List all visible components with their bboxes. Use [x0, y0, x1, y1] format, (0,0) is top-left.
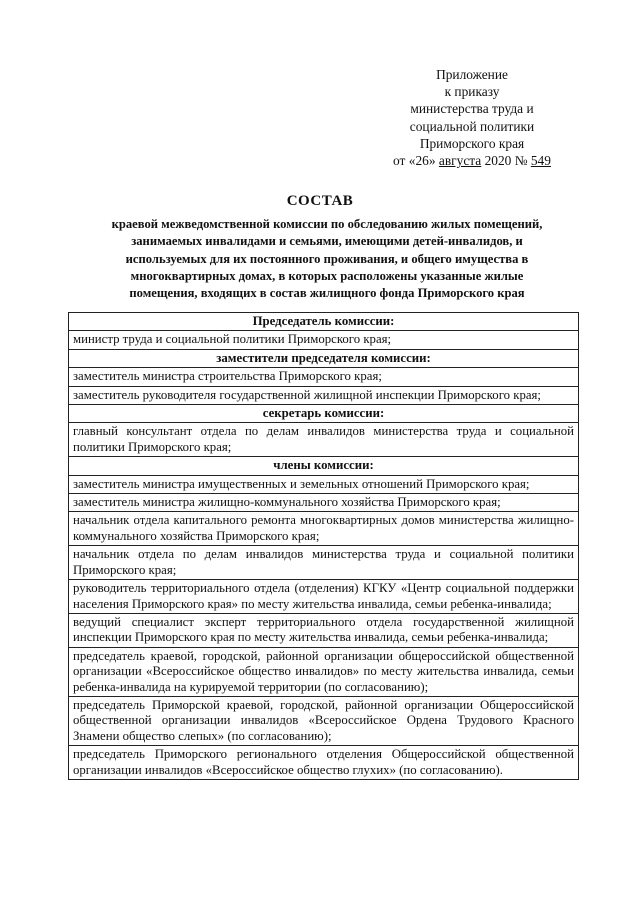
appendix-line: Приложение — [436, 67, 508, 82]
member-row — [69, 546, 579, 580]
order-date-prefix: от «26» — [393, 153, 439, 169]
member-row — [69, 331, 579, 349]
order-date-line — [372, 152, 572, 169]
member-row — [69, 494, 579, 512]
commission-table-body — [69, 313, 579, 780]
member-position: начальник отдела по делам инвалидов министерства труда и социальной политики Приморского края; — [69, 546, 579, 580]
appendix-line: социальной политики — [409, 118, 535, 134]
section-header-row — [69, 349, 579, 367]
member-row — [69, 423, 579, 457]
member-row — [69, 512, 579, 546]
member-position: начальник отдела капитального ремонта многоквартирных домов министерства жилищно-коммунального хозяйства Приморского края; — [69, 512, 579, 546]
section-header: заместители председателя комиссии: — [69, 349, 579, 367]
document-subtitle — [62, 216, 592, 302]
appendix-line: к приказу — [444, 84, 500, 100]
subtitle-line: многоквартирных домах, в которых расположены указанные жилые — [130, 268, 524, 283]
member-position: руководитель территориального отдела (отделения) КГКУ «Центр социальной поддержки населения Приморского края» по месту жительства инвалида, семьи ребенка-инвалида; — [69, 580, 579, 614]
member-position: председатель Приморской краевой, городской, районной организации Общероссийской общественной организации инвалидов «Всероссийское Ордена Трудового Красного Знамени общество слепых» (по согласованию); — [69, 696, 579, 745]
member-position: председатель краевой, городской, районной организации общероссийской общественной организации «Всероссийское общество инвалидов» по месту жительства инвалида, семьи ребенка-инвалида на курируемой территории (по согласованию); — [69, 647, 579, 696]
order-number: 549 — [530, 153, 551, 169]
appendix-block — [372, 66, 572, 169]
section-header: секретарь комиссии: — [69, 405, 579, 423]
subtitle-line: занимаемых инвалидами и семьями, имеющими детей-инвалидов, и — [131, 234, 523, 249]
member-position: заместитель министра строительства Приморского края; — [69, 368, 579, 386]
subtitle-line: краевой межведомственной комиссии по обследованию жилых помещений, — [111, 217, 543, 231]
commission-table — [68, 312, 579, 780]
appendix-line: Приморского края — [419, 135, 525, 151]
order-date-month: августа — [438, 153, 482, 169]
section-header: Председатель комиссии: — [69, 313, 579, 331]
member-position: министр труда и социальной политики Приморского края; — [69, 331, 579, 349]
member-position: заместитель министра имущественных и земельных отношений Приморского края; — [69, 475, 579, 493]
section-header-row — [69, 313, 579, 331]
member-position: председатель Приморского регионального отделения Общероссийской общественной организации инвалидов «Всероссийское общество глухих» (по согласованию). — [69, 746, 579, 780]
section-header: члены комиссии: — [69, 457, 579, 475]
document-title: СОСТАВ — [286, 193, 354, 209]
member-row — [69, 746, 579, 780]
subtitle-line: используемых для их постоянного проживания, и общего имущества в — [125, 251, 529, 266]
member-row — [69, 580, 579, 614]
member-row — [69, 696, 579, 745]
member-position: заместитель министра жилищно-коммунального хозяйства Приморского края; — [69, 494, 579, 512]
section-header-row — [69, 405, 579, 423]
member-row — [69, 368, 579, 386]
member-position: главный консультант отдела по делам инвалидов министерства труда и социальной политики Приморского края; — [69, 423, 579, 457]
section-header-row — [69, 457, 579, 475]
subtitle-line: помещения, входящих в состав жилищного фонда Приморского края — [129, 286, 525, 301]
member-row — [69, 647, 579, 696]
member-position: заместитель руководителя государственной жилищной инспекции Приморского края; — [69, 386, 579, 404]
member-row — [69, 386, 579, 404]
order-date-year: 2020 № — [481, 153, 531, 169]
member-row — [69, 613, 579, 647]
appendix-line: министерства труда и — [410, 101, 534, 117]
member-position: ведущий специалист эксперт территориального отдела государственной жилищной инспекции Приморского края по месту жительства инвалида, семьи ребенка-инвалида; — [69, 613, 579, 647]
member-row — [69, 475, 579, 493]
